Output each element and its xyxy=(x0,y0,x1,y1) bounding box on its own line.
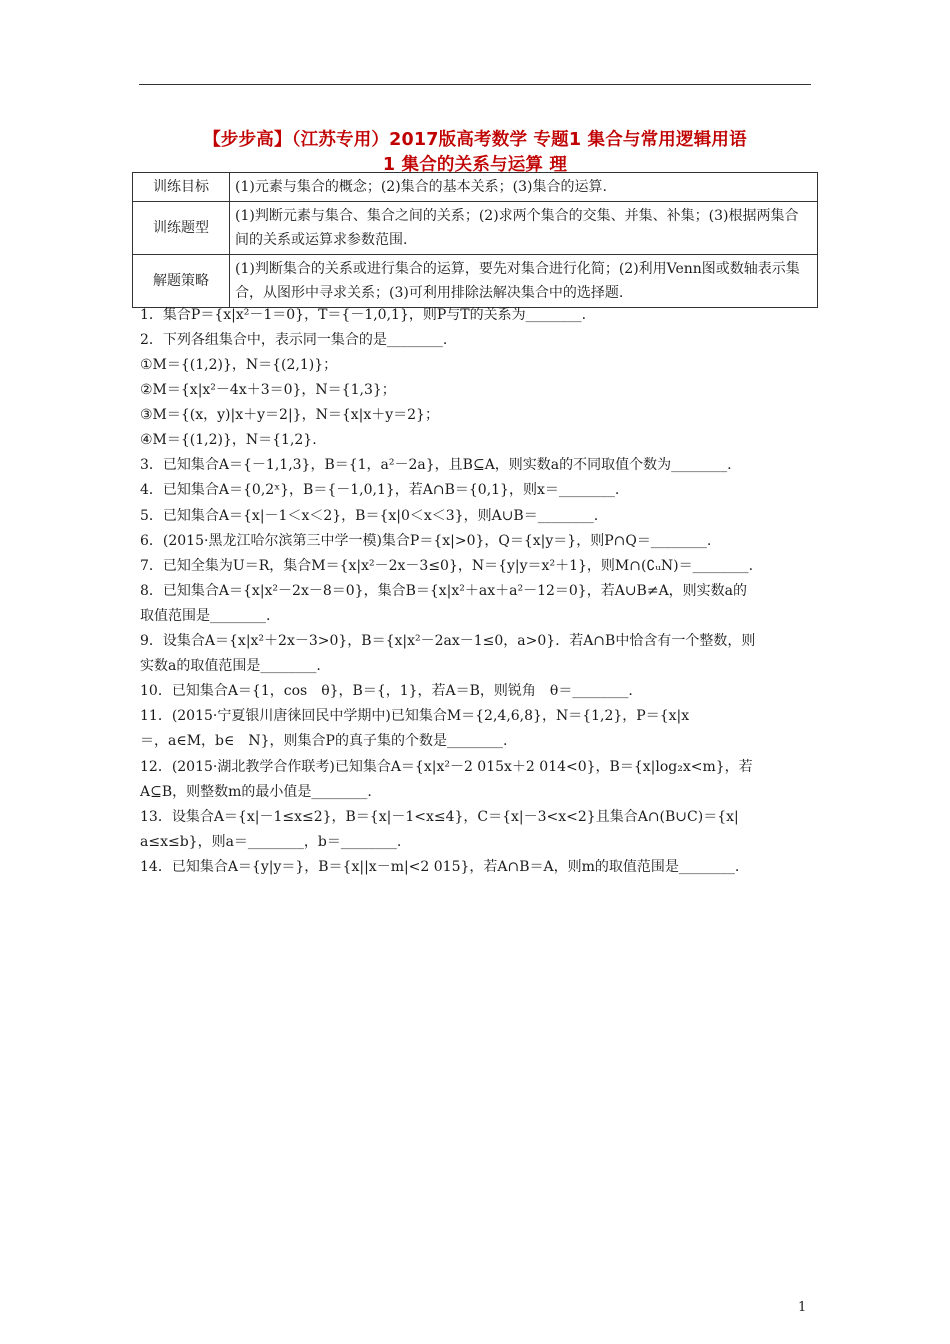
header-rule xyxy=(139,84,811,85)
question-line: 5．已知集合A＝{x|－1＜x＜2}，B＝{x|0＜x＜3}，则A∪B＝________. xyxy=(140,508,599,524)
row-content: (1)元素与集合的概念；(2)集合的基本关系；(3)集合的运算. xyxy=(230,173,818,202)
table-row xyxy=(133,255,818,308)
question-line: ③M＝{(x，y)|x＋y＝2|}，N＝{x|x＋y＝2}； xyxy=(140,407,439,423)
row-content: (1)判断集合的关系或进行集合的运算，要先对集合进行化简；(2)利用Venn图或数轴表示集合，从图形中寻求关系；(3)可利用排除法解决集合中的选择题. xyxy=(230,255,818,308)
table-row xyxy=(133,202,818,255)
question-line: a≤x≤b}，则a＝________，b＝________. xyxy=(140,834,402,850)
question-line: 4．已知集合A＝{0,2ˣ}，B＝{－1,0,1}，若A∩B＝{0,1}，则x＝________. xyxy=(140,482,620,498)
question-line: 14．已知集合A＝{y|y＝}，B＝{x||x－m|<2 015}，若A∩B＝A，则m的取值范围是________. xyxy=(140,859,740,875)
question-line: ①M＝{(1,2)}，N＝{(2,1)}； xyxy=(140,357,338,373)
row-label: 训练题型 xyxy=(133,202,230,255)
question-line: 3．已知集合A＝{－1,1,3}，B＝{1，a²－2a}，且B⊆A，则实数a的不同取值个数为________. xyxy=(140,457,732,473)
question-line: 2．下列各组集合中，表示同一集合的是________. xyxy=(140,332,448,348)
question-line: 13．设集合A＝{x|－1≤x≤2}，B＝{x|－1<x≤4}，C＝{x|－3<x<2}且集合A∩(B∪C)＝{x| xyxy=(140,809,739,825)
question-line: ②M＝{x|x²－4x＋3＝0}，N＝{1,3}； xyxy=(140,382,396,398)
question-line: 7．已知全集为U＝R，集合M＝{x|x²－2x－3≤0}，N＝{y|y＝x²＋1}，则M∩(∁ᵤN)＝________. xyxy=(140,558,754,574)
question-line: 实数a的取值范围是________. xyxy=(140,658,321,674)
document-title-line1: 【步步高】（江苏专用）2017版高考数学 专题1 集合与常用逻辑用语 xyxy=(203,130,747,150)
question-line: ＝，a∈M，b∈ N}，则集合P的真子集的个数是________. xyxy=(140,733,508,749)
training-info-table xyxy=(132,172,818,308)
question-line: A⊆B，则整数m的最小值是________. xyxy=(140,784,372,800)
question-line: 6．(2015·黑龙江哈尔滨第三中学一模)集合P＝{x|>0}，Q＝{x|y＝}，则P∩Q＝________. xyxy=(140,533,712,549)
row-label: 解题策略 xyxy=(133,255,230,308)
row-content: (1)判断元素与集合、集合之间的关系；(2)求两个集合的交集、并集、补集；(3)根据两集合间的关系或运算求参数范围. xyxy=(230,202,818,255)
row-label: 训练目标 xyxy=(133,173,230,202)
question-line: 9．设集合A＝{x|x²＋2x－3>0}，B＝{x|x²－2ax－1≤0，a>0}．若A∩B中恰含有一个整数，则 xyxy=(140,633,756,649)
question-line: 8．已知集合A＝{x|x²－2x－8＝0}，集合B＝{x|x²＋ax＋a²－12＝0}，若A∪B≠A，则实数a的 xyxy=(140,583,748,599)
question-line: 11．(2015·宁夏银川唐徕回民中学期中)已知集合M＝{2,4,6,8}，N＝{1,2}，P＝{x|x xyxy=(140,708,690,724)
question-line: 1．集合P＝{x|x²－1＝0}，T＝{－1,0,1}，则P与T的关系为________. xyxy=(140,307,587,323)
question-line: 取值范围是________. xyxy=(140,608,271,624)
question-line: 10．已知集合A＝{1，cos θ}，B＝{，1}，若A＝B，则锐角 θ＝________. xyxy=(140,683,633,699)
question-line: ④M＝{(1,2)}，N＝{1,2}. xyxy=(140,432,317,448)
page-number: 1 xyxy=(798,1300,807,1315)
document-title-line2: 1 集合的关系与运算 理 xyxy=(382,155,568,175)
table-row xyxy=(133,173,818,202)
question-line: 12．(2015·湖北教学合作联考)已知集合A＝{x|x²－2 015x＋2 014<0}，B＝{x|log₂x<m}，若 xyxy=(140,759,753,775)
